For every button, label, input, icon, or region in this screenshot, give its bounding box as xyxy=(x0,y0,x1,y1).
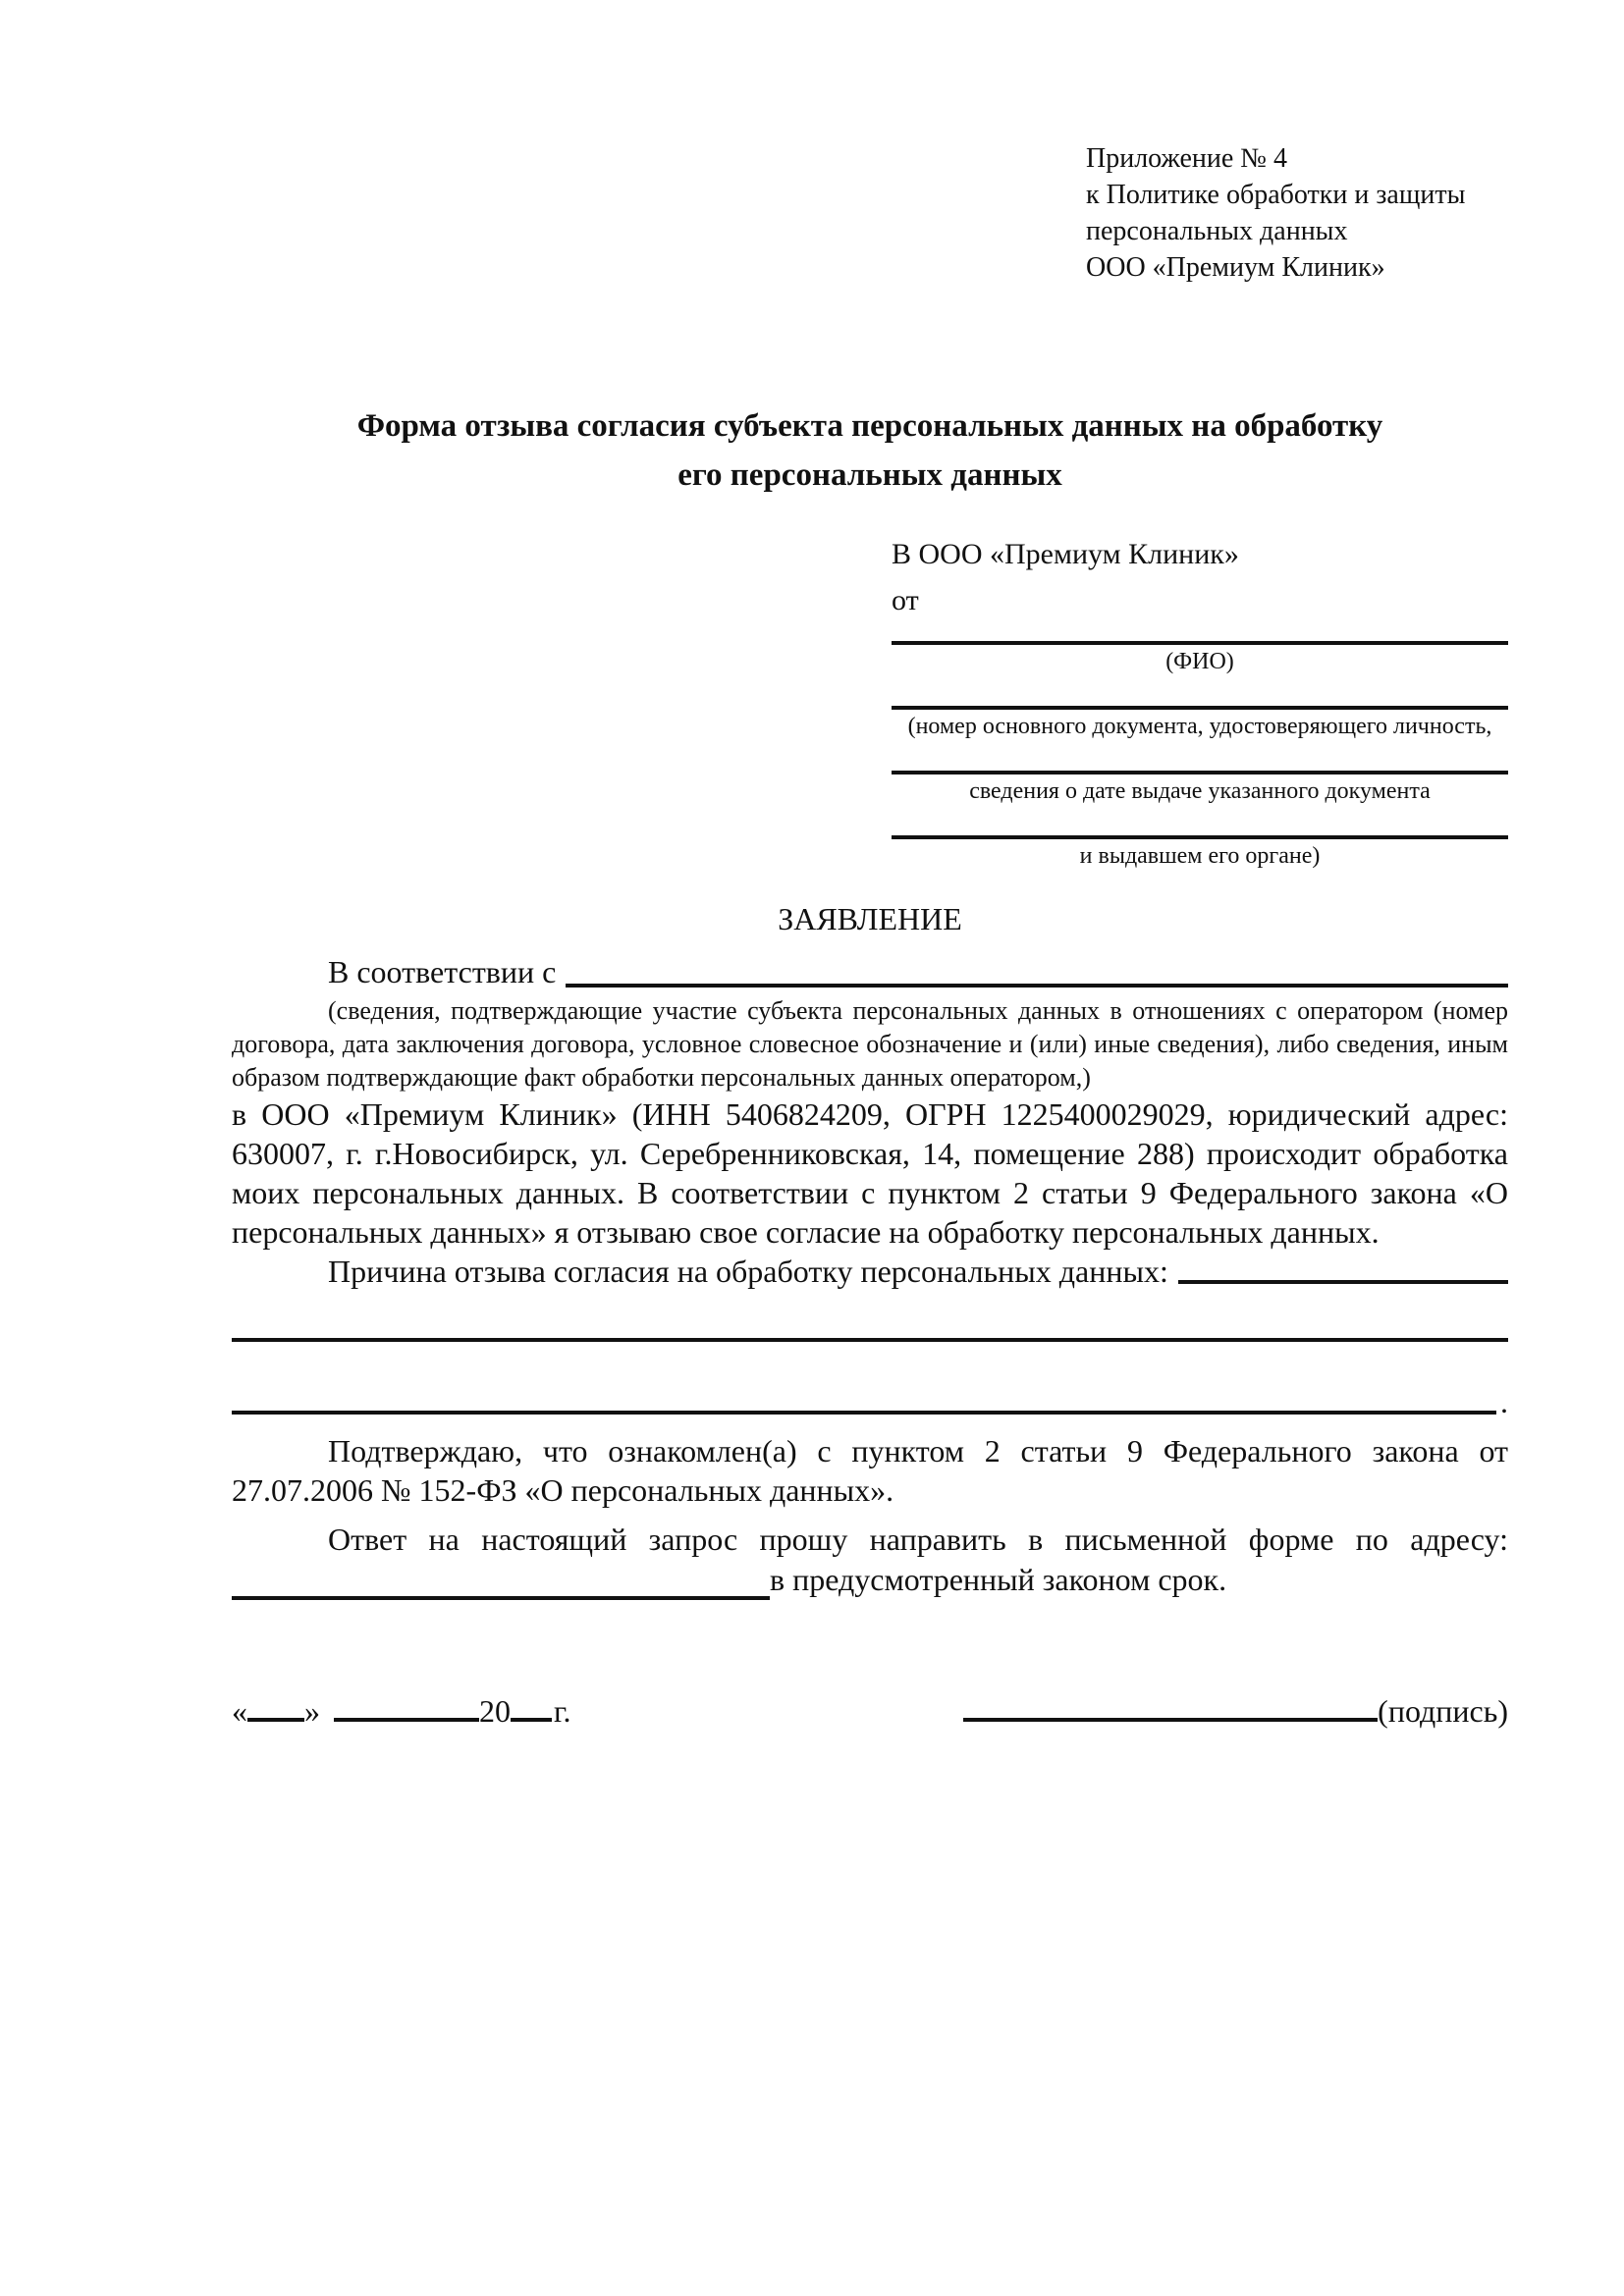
date-year-prefix: 20 xyxy=(479,1693,511,1729)
reason-terminator: . xyxy=(1500,1384,1508,1419)
date-signature-row xyxy=(232,1690,1508,1732)
date-year-blank xyxy=(511,1692,552,1722)
signature-caption: (подпись) xyxy=(1378,1693,1508,1729)
reply-request-paragraph: Ответ на настоящий запрос прошу направить в письменной форме по адресу: xyxy=(328,1522,1508,1557)
id-doc-caption-3: и выдавшем его органе) xyxy=(1079,843,1321,869)
id-doc-blank-line-1 xyxy=(892,676,1508,710)
appendix-line: к Политике обработки и защиты xyxy=(1086,180,1466,210)
date-field xyxy=(232,1690,571,1732)
reason-label: Причина отзыва согласия на обработку персональных данных: xyxy=(328,1254,1168,1289)
document-title-line: его персональных данных xyxy=(677,457,1062,493)
date-month-blank xyxy=(334,1692,479,1722)
fio-caption: (ФИО) xyxy=(1165,649,1234,674)
reply-address-row xyxy=(232,1559,1508,1600)
statement-body: в ООО «Премиум Клиник» (ИНН 5406824209, ОГРН 1225400029029, юридический адрес: 630007, г. г.Новосибирск, ул. Серебренниковская, 14, помещение 288) происходит обработка моих персональных данных. В соответствии с пунктом 2 статьи 9 Федерального закона «О персональных данных» я отзываю свое согласие на обработку персональных данных. xyxy=(232,1096,1508,1250)
reason-row xyxy=(232,1252,1508,1291)
date-day-blank xyxy=(247,1692,304,1722)
date-open-quote: « xyxy=(232,1693,247,1729)
signature-blank-line xyxy=(963,1692,1378,1722)
appendix-note xyxy=(1086,140,1508,286)
reply-address-blank-line xyxy=(232,1567,770,1600)
document-title-line: Форма отзыва согласия субъекта персональных данных на обработку xyxy=(356,408,1383,444)
id-doc-caption-2: сведения о дате выдаче указанного документа xyxy=(969,778,1431,804)
appendix-line: персональных данных xyxy=(1086,216,1348,246)
addressee-from-label: от xyxy=(892,584,919,616)
fio-blank-line xyxy=(892,623,1508,645)
fill-instructions-caption: (сведения, подтверждающие участие субъекта персональных данных в отношениях с оператором (номер договора, дата заключения договора, условное словесное обозначение и (или) иные сведения), либо сведения, иным образом подтверждающие факт обработки персональных данных оператором,) xyxy=(232,996,1508,1092)
reason-blank-line xyxy=(1178,1280,1508,1284)
date-year-suffix: г. xyxy=(554,1693,571,1729)
reason-blank-row-2 xyxy=(232,1338,1508,1349)
addressee-block xyxy=(892,531,1508,871)
according-blank-line xyxy=(566,984,1508,988)
id-doc-blank-line-2 xyxy=(892,741,1508,774)
reason-blank-row-3 xyxy=(232,1382,1508,1421)
document-title xyxy=(232,401,1508,500)
according-prefix: В соответствии с xyxy=(328,954,557,989)
reply-suffix: в предусмотренный законом срок. xyxy=(770,1562,1227,1597)
addressee-org: В ООО «Премиум Клиник» xyxy=(892,538,1239,570)
date-close-quote: » xyxy=(304,1693,320,1729)
confirmation-paragraph: Подтверждаю, что ознакомлен(а) с пунктом 2 статьи 9 Федерального закона от 27.07.2006 № 152-ФЗ «О персональных данных». xyxy=(232,1433,1508,1508)
appendix-line: Приложение № 4 xyxy=(1086,143,1287,174)
id-doc-blank-line-3 xyxy=(892,806,1508,839)
reason-blank-line-2 xyxy=(232,1338,1508,1342)
signature-field xyxy=(963,1690,1508,1732)
id-doc-caption-1: (номер основного документа, удостоверяющего личность, xyxy=(907,714,1492,739)
reason-blank-line-3 xyxy=(232,1411,1496,1415)
statement-heading: ЗАЯВЛЕНИЕ xyxy=(778,901,962,936)
appendix-line: ООО «Премиум Клиник» xyxy=(1086,252,1385,283)
according-row xyxy=(232,949,1508,994)
